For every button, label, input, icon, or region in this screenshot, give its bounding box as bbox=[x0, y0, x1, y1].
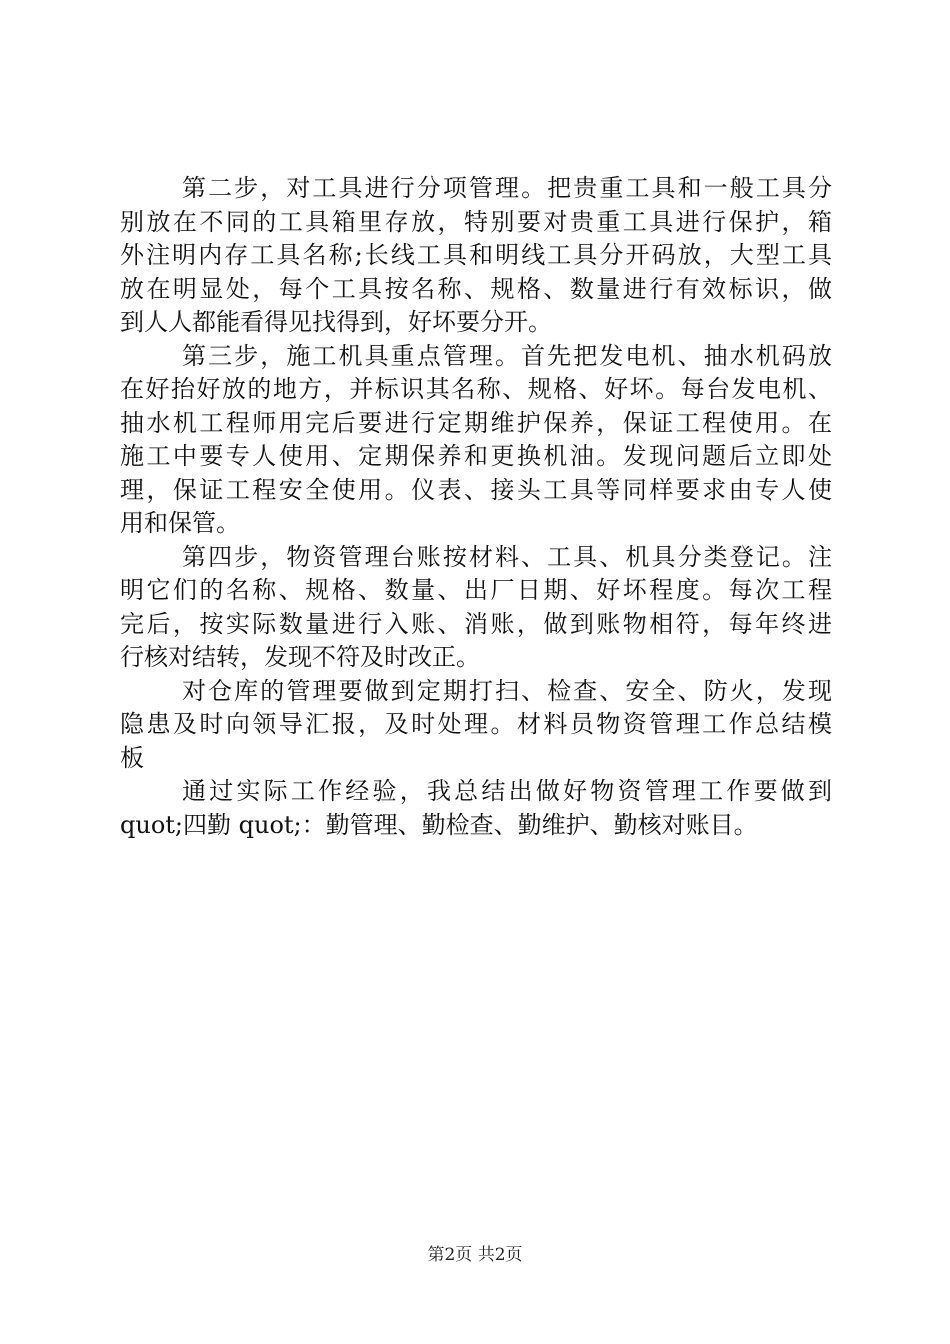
paragraph-line: 在好抬好放的地方，并标识其名称、规格、好坏。每台发电机、 bbox=[120, 375, 832, 403]
paragraph-line: 到人人都能看得见找得到，好坏要分开。 bbox=[120, 308, 552, 336]
paragraph-line: 行核对结转，发现不符及时改正。 bbox=[120, 643, 480, 671]
paragraph-line: 别放在不同的工具箱里存放，特别要对贵重工具进行保护，箱 bbox=[120, 207, 832, 236]
paragraph-line: 完后，按实际数量进行入账、消账，做到账物相符，每年终进 bbox=[120, 609, 832, 638]
paragraph-line: 第四步，物资管理台账按材料、工具、机具分类登记。注 bbox=[182, 542, 832, 571]
paragraph-line: 板 bbox=[120, 743, 144, 772]
paragraph-line: 放在明显处，每个工具按名称、规格、数量进行有效标识，做 bbox=[120, 274, 832, 303]
paragraph-line: 通过实际工作经验，我总结出做好物资管理工作要做到 bbox=[182, 777, 832, 805]
paragraph-line: 第二步，对工具进行分项管理。把贵重工具和一般工具分 bbox=[182, 174, 832, 202]
paragraph-line: 用和保管。 bbox=[120, 509, 240, 537]
body-text bbox=[120, 172, 832, 842]
page-footer: 第2页 共2页 bbox=[427, 1245, 523, 1265]
paragraph-line: 理，保证工程安全使用。仪表、接头工具等同样要求由专人使 bbox=[120, 475, 832, 504]
paragraph-line: 第三步，施工机具重点管理。首先把发电机、抽水机码放 bbox=[182, 341, 832, 370]
paragraph-line: 明它们的名称、规格、数量、出厂日期、好坏程度。每次工程 bbox=[120, 576, 832, 604]
paragraph-line: 施工中要专人使用、定期保养和更换机油。发现问题后立即处 bbox=[120, 442, 832, 470]
paragraph-line: 外注明内存工具名称;长线工具和明线工具分开码放，大型工具 bbox=[120, 241, 832, 269]
paragraph-line: 抽水机工程师用完后要进行定期维护保养，保证工程使用。在 bbox=[120, 408, 832, 437]
paragraph-line: 对仓库的管理要做到定期打扫、检查、安全、防火，发现 bbox=[182, 676, 832, 705]
paragraph-line: 隐患及时向领导汇报，及时处理。材料员物资管理工作总结模 bbox=[120, 710, 832, 738]
paragraph-line: quot;四勤 quot;：勤管理、勤检查、勤维护、勤核对账目。 bbox=[120, 810, 758, 839]
